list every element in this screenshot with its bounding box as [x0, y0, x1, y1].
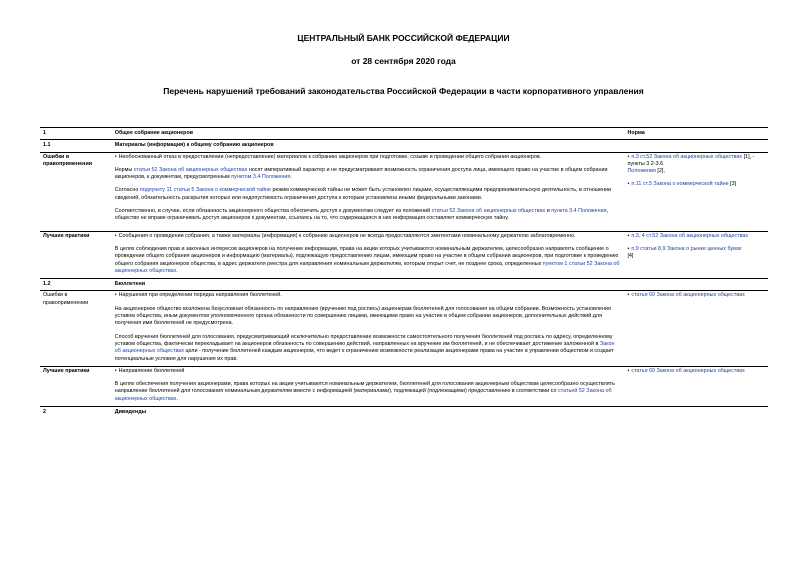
text: Согласно: [114, 187, 140, 194]
law-link[interactable]: Закон об акционерных обществах: [114, 340, 615, 355]
row-label: Лучшие практики: [40, 231, 112, 278]
law-link[interactable]: статьи 52 Закона об акционерных обществах: [431, 208, 546, 215]
paragraph: [115, 246, 622, 275]
law-link[interactable]: п.3, 4 ст.52 Закона об акционерных обществах: [631, 232, 749, 239]
reference: [627, 233, 765, 240]
bullet-text: • Нарушения при определении порядка направления бюллетеней.: [115, 292, 622, 299]
paragraph: [115, 381, 622, 403]
text: В целях соблюдения прав и законных интересов акционеров на получение информации, права на акции которых учитываются номинальным держателем, целесообразно направлять сообщение о проведении общего собрания акционеров и информацию (материалы), подлежащую предоставлению лицам, имеющим право на участие в общем собрании акционеров, при подготовке к проведению общего собрания акционеров общества, в адрес держателя реестра для направления номинальным держателям, которым открыт счет, не позднее срока, определенных: [114, 245, 619, 267]
norm-references: [624, 152, 768, 231]
law-link[interactable]: пунктом 3.4 Положения: [231, 174, 291, 181]
reference: [627, 368, 765, 375]
law-link[interactable]: п.9 статьи 8.9 Закона о рынке ценных бумаг: [631, 245, 742, 252]
norm-references: [624, 366, 768, 406]
law-link[interactable]: статья 60 Закона об акционерных обществах: [631, 367, 745, 374]
norm-references: [624, 291, 768, 366]
norm-column-header: Норма: [624, 128, 768, 140]
text: .: [176, 267, 178, 274]
row-content: [112, 152, 625, 231]
table-row: [40, 291, 768, 366]
bullet-text: • Необоснованный отказ в предоставлении (непредоставление) материалов к собранию акционеров при подготовке, созыве и проведении общего собрания акционеров.: [115, 154, 622, 161]
section-row: [40, 407, 768, 419]
table-row: [40, 231, 768, 278]
violations-table: [40, 127, 768, 418]
document-title: Перечень нарушений требований законодательства Российской Федерации в части корпоративного управления: [163, 86, 644, 96]
bullet-text: • Направление бюллетеней: [115, 368, 622, 375]
reference: [627, 154, 765, 176]
law-link[interactable]: подпункту 11 статьи 5 Закона о коммерческой тайне: [139, 187, 272, 194]
text: Нормы: [114, 166, 134, 173]
law-link[interactable]: Положения: [627, 168, 656, 175]
text: режим коммерческой тайны не может быть установлен лицами, осуществляющими предпринимательскую деятельность, в отношении сведений, обязательность раскрытия которых или недопустимость ограничения доступа к которым установлена иными федеральными законами.: [114, 187, 612, 201]
norm-references: [624, 231, 768, 278]
row-content: [112, 291, 625, 366]
row-label: Ошибки в правоприменении: [40, 152, 112, 231]
law-link[interactable]: статьи 52 Закона об акционерных обществах: [133, 166, 248, 173]
table-row: [40, 152, 768, 231]
subsection-title: Материалы (информация) к общему собранию акционеров: [112, 140, 768, 152]
text: В целях обеспечения получения акционерами, права которых на акции учитываются номинальным держателем, бюллетеней для голосования акционерным обществам целесообразно осуществлять направление бюллетеней для голосования номинальным держателям вместе с информацией (материалами), подлежащей (подлежащими) предоставлению в соответствии со: [114, 381, 615, 395]
text: Соответственно, в случае, если обязанность акционерного общества обеспечить доступ к документам следует из положений: [114, 208, 432, 215]
text: цели - получение бюллетеней каждым акционером, что ведет к ограничению возможности реализации акционерами права на участие в управлении обществом и создает потенциальные условия для нарушения их прав.: [114, 348, 614, 362]
row-content: [112, 366, 625, 406]
org-title: ЦЕНТРАЛЬНЫЙ БАНК РОССИЙСКОЙ ФЕДЕРАЦИИ: [297, 33, 510, 43]
text: и: [545, 208, 552, 215]
text: Способ вручения бюллетеней для голосования, предусматривающий исключительно предоставление возможности самостоятельного получения бюллетеней под роспись по адресу, определенному уставом общества, фактически перекладывает на акционеров обязанность по совершению действий, направленных на вручение им бюллетеней, и не обеспечивает достижение заложенной в: [114, 333, 613, 347]
reference: [627, 292, 765, 299]
table-row: [40, 366, 768, 406]
row-label: Ошибки в правоприменении: [40, 291, 112, 366]
row-content: [112, 231, 625, 278]
text: [2],: [655, 168, 665, 175]
law-link[interactable]: статья 60 Закона об акционерных обществах: [631, 292, 745, 299]
section-number: 2: [40, 407, 112, 419]
law-link[interactable]: п.3 ст.52 Закона об акционерных обществах: [631, 153, 743, 160]
subsection-row: [40, 279, 768, 291]
document-date: от 28 сентября 2020 года: [351, 56, 456, 66]
text: носят императивный характер и не предусматривают возможность ограничения доступа лица, имеющего право на участие в общем собрании акционеров, к документам, предусмотренным: [114, 166, 608, 181]
section-title: Общее собрание акционеров: [112, 128, 625, 140]
subsection-row: [40, 140, 768, 152]
paragraph: На акционерное общество возложена безусловная обязанность по направлению (вручению под роспись) акционерам бюллетеней для голосования на общем собрании. Возможность установления уставом общества, иным документом уполномоченного органа обязанности по совершению лицами, имеющими право на участие в общем собрании акционеров, дополнительных действий для получения ими бюллетеней не предусмотрена.: [114, 305, 611, 327]
law-link[interactable]: п.11 ст.5 Закона о коммерческой тайне: [631, 181, 729, 188]
text: .: [290, 174, 292, 181]
paragraph: [115, 334, 622, 363]
text: , общество не вправе ограничивать доступ акционеров к документам, ссылаясь на то, что содержащаяся в них информация составляет коммерческую тайну.: [114, 208, 609, 222]
subsection-number: 1.2: [40, 279, 112, 291]
text: [1], - пункты 3.2-3.6: [627, 153, 755, 167]
subsection-number: 1.1: [40, 140, 112, 152]
subsection-title: Бюллетени: [112, 279, 768, 291]
section-number: 1: [40, 128, 112, 140]
paragraph: [115, 187, 622, 202]
law-link[interactable]: пунктом 1 статьи 52 Закона об акционерных обществах: [114, 260, 620, 274]
text: .: [176, 395, 178, 402]
paragraph: [115, 167, 622, 182]
row-label: Лучшие практики: [40, 366, 112, 406]
table-header-row: [40, 128, 768, 140]
law-link[interactable]: пункта 3.4 Положения: [551, 208, 607, 215]
text: [4]: [627, 253, 634, 260]
paragraph: [115, 208, 622, 223]
reference: [627, 246, 765, 261]
law-link[interactable]: статьей 52 Закона об акционерных обществах: [114, 388, 612, 402]
section-title: Дивиденды: [112, 407, 768, 419]
text: [3]: [728, 181, 737, 188]
bullet-text: • Сообщения о проведении собрания, а также материалы (информация) к собранию акционеров не всегда предоставляются эмитентами номинальному держателю заблаговременно.: [115, 233, 622, 240]
reference: [627, 181, 765, 188]
